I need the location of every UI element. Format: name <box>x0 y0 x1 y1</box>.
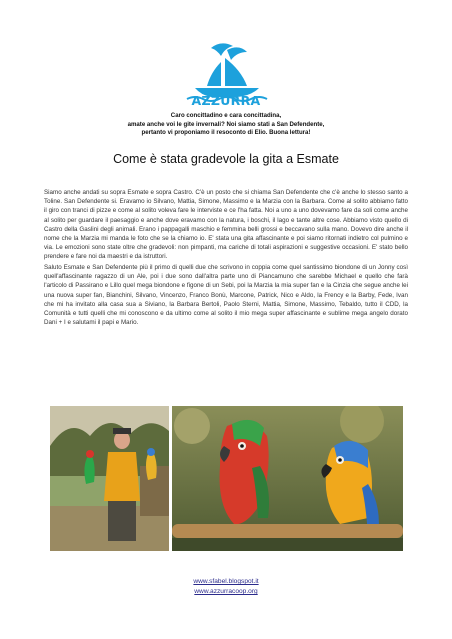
footer-links <box>0 577 452 597</box>
paragraph: Siamo anche andati su sopra Esmate e sopra Castro. C'è un posto che si chiama San Defendente che c'è anche lo stesso santo a Toline. San Defendente si. Eravamo io Silvano, Mattia, Simone, Massimo e la Marzia con la Barbara. Come al solito abbiamo fatto il giro con tranci di pizze e come al solito voleva fare le interviste e ce l'ha fatta. Noi a uno a uno dovevamo fare da soli come anche al solito per guardare il paesaggio e anche dove eravamo con la natura, i boschi, il lago e tante altre cose. Abbiamo visto quello di Castro della Gaslini degli animali. Erano i pappagalli maschio e femmina belli grossi e beccavano sulla mano. Dovevo dire anche il nome che la Marzia mi manda le foto che se la chiamo io. E' stata una gita affascinante e poi siamo ritornati indietro col pulmino e via. Le emozioni sono state oltre che gradevoli: non pimpanti, ma cariche di totali aspirazioni e suggestive occasioni. E' stato bello prendere e fare noi da maestri e da istruttori. <box>44 189 408 261</box>
intro-line: pertanto vi proponiamo il resoconto di Elio. Buona lettura! <box>141 129 311 137</box>
article-title: Come è stata gradevole la gita a Esmate <box>113 152 339 166</box>
logo-name: AZZURRA <box>191 93 261 108</box>
intro-text <box>80 112 372 138</box>
intro-line: amate anche voi le gite invernali? Noi siamo stati a San Defendente, <box>127 120 325 128</box>
paragraph: Saluto Esmate e San Defendente più il primo di quelli due che scrivono in coppia come quel santissimo biondone di un Jonny così quell'affascinante ragazzo di un Ale, poi i due sono dall'altra parte uno di Piancamuno che sarebbe Michael e quello che farà l'articolo di Passirano e Lillo quel mega biondone e figone di un Sebi, poi la Marzia la mia super fan e la Cinzia che segue anche lei una nuova super fan, Bianchini, Silvano, Vincenzo, Franco Bonù, Marcone, Patrick, Nico e Aldo, la Frency e la Barby, Fede, Ivan che mi ha invitato alla casa sua a Siviano, la Barbara Bertoli, Paolo Sterni, Mattia, Simone, Massimo, Tebaldo, tutto il CDD, la Comunità e tutti quelli che mi conoscono e da ultimo come al solito il mio mega super affascinante e sublime mega angelo dorato Dani + I e salutami il papi e Mario. <box>44 263 408 327</box>
photo-person-with-parrots <box>50 406 169 551</box>
coop-link[interactable]: www.azzurracoop.org <box>194 588 258 595</box>
intro-line: Caro concittadino e cara concittadina, <box>170 112 282 119</box>
blog-link[interactable]: www.sfabel.blogspot.it <box>193 578 259 585</box>
article-body <box>44 188 408 329</box>
photo-two-parrots <box>172 406 403 551</box>
